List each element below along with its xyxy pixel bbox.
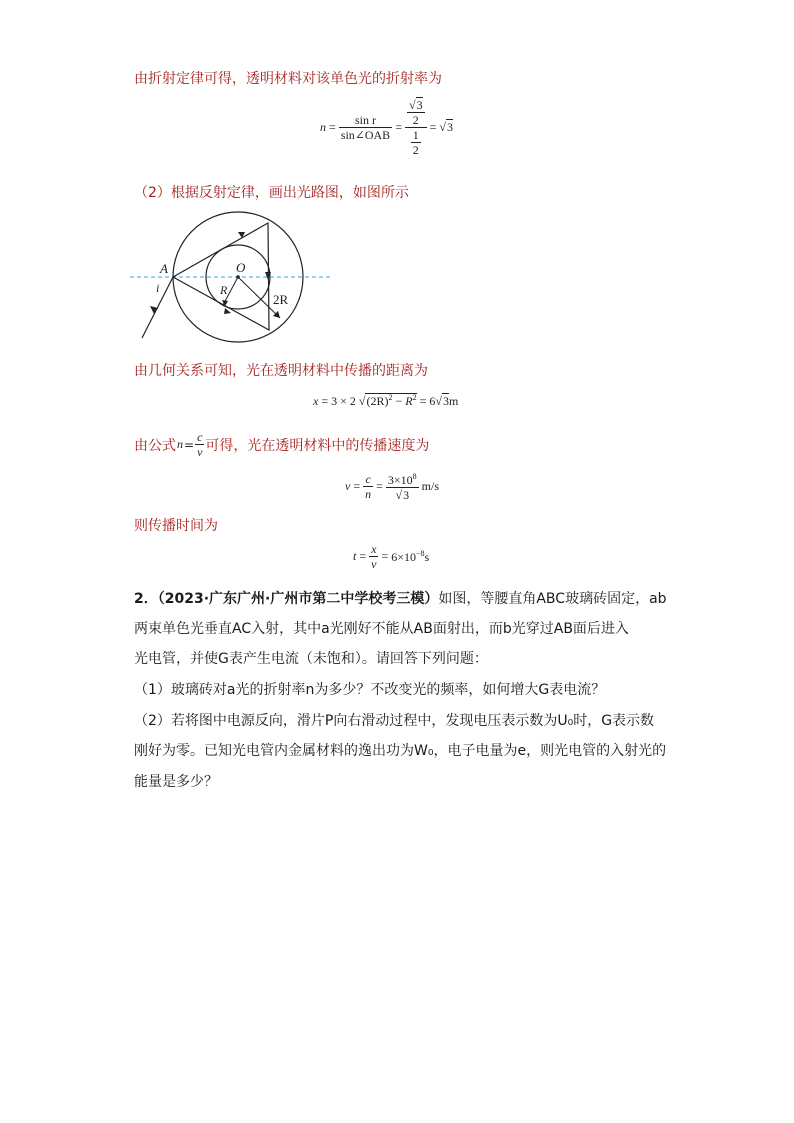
question-2-sub-2-line-3: 能量是多少？ bbox=[134, 774, 218, 790]
refraction-index-equation: n = $\frac{\text{sin r}}{\text{sin∠OAB}}$ = $\frac{\frac{√3}{2}}{\frac{1}{2}}$ = √3 bbox=[320, 98, 453, 157]
question-2-line-1: 2．（2023·广东广州·广州市第二中学校考三模）如图，等腰直角ABC玻璃砖固定，ab bbox=[134, 591, 667, 607]
question-2-sub-2-line-2: 刚好为零。已知光电管内金属材料的逸出功为W₀，电子电量为e，则光电管的入射光的 bbox=[134, 743, 667, 759]
nested-fraction: $\frac{\frac{√3}{2}}{\frac{1}{2}}$ bbox=[405, 98, 427, 157]
time-equation: t = $\frac{x}{v}$ = $6\times 10^{-8}s$ bbox=[353, 542, 430, 571]
question-2-line-2: 两束单色光垂直AC入射，其中a光刚好不能从AB面射出，而b光穿过AB面后进入 bbox=[134, 621, 629, 637]
solution-text-2: 由几何关系可知，光在透明材料中传播的距离为 bbox=[134, 363, 428, 379]
label-2R: 2R bbox=[273, 292, 289, 307]
question-2-sub-1: （1）玻璃砖对a光的折射率n为多少？不改变光的频率，如何增大G表电流？ bbox=[134, 682, 606, 698]
label-O: O bbox=[236, 260, 246, 275]
label-A: A bbox=[160, 261, 168, 276]
center-point bbox=[236, 275, 240, 279]
question-2-line-3: 光电管，并使G表产生电流（未饱和）。请回答下列问题： bbox=[134, 651, 488, 667]
speed-equation: v = $\frac{c}{n}$ = $\frac{3\times 10^8}{√3}$ m/s bbox=[345, 471, 440, 502]
solution-text-1: 由折射定律可得，透明材料对该单色光的折射率为 bbox=[134, 71, 442, 87]
label-R: R bbox=[220, 283, 228, 297]
part2-text: （2）根据反射定律，画出光路图，如图所示 bbox=[134, 185, 409, 201]
distance-equation: x = 3 × 2 $√(2R)^2 - R^2$ = 6√3m bbox=[313, 393, 459, 408]
solution-text-3: 由公式 n = $\frac{c}{v}$ 可得，光在透明材料中的传播速度为 bbox=[134, 430, 430, 459]
sin-ratio-fraction: $\frac{\text{sin r}}{\text{sin∠OAB}}$ bbox=[340, 113, 391, 142]
solution-text-4: 则传播时间为 bbox=[134, 518, 218, 534]
label-i: i bbox=[156, 281, 160, 295]
light-path-figure bbox=[130, 210, 340, 350]
question-2-sub-2-line-1: （2）若将图中电源反向，滑片P向右滑动过程中，发现电压表示数为U₀时，G表示数 bbox=[134, 713, 655, 729]
